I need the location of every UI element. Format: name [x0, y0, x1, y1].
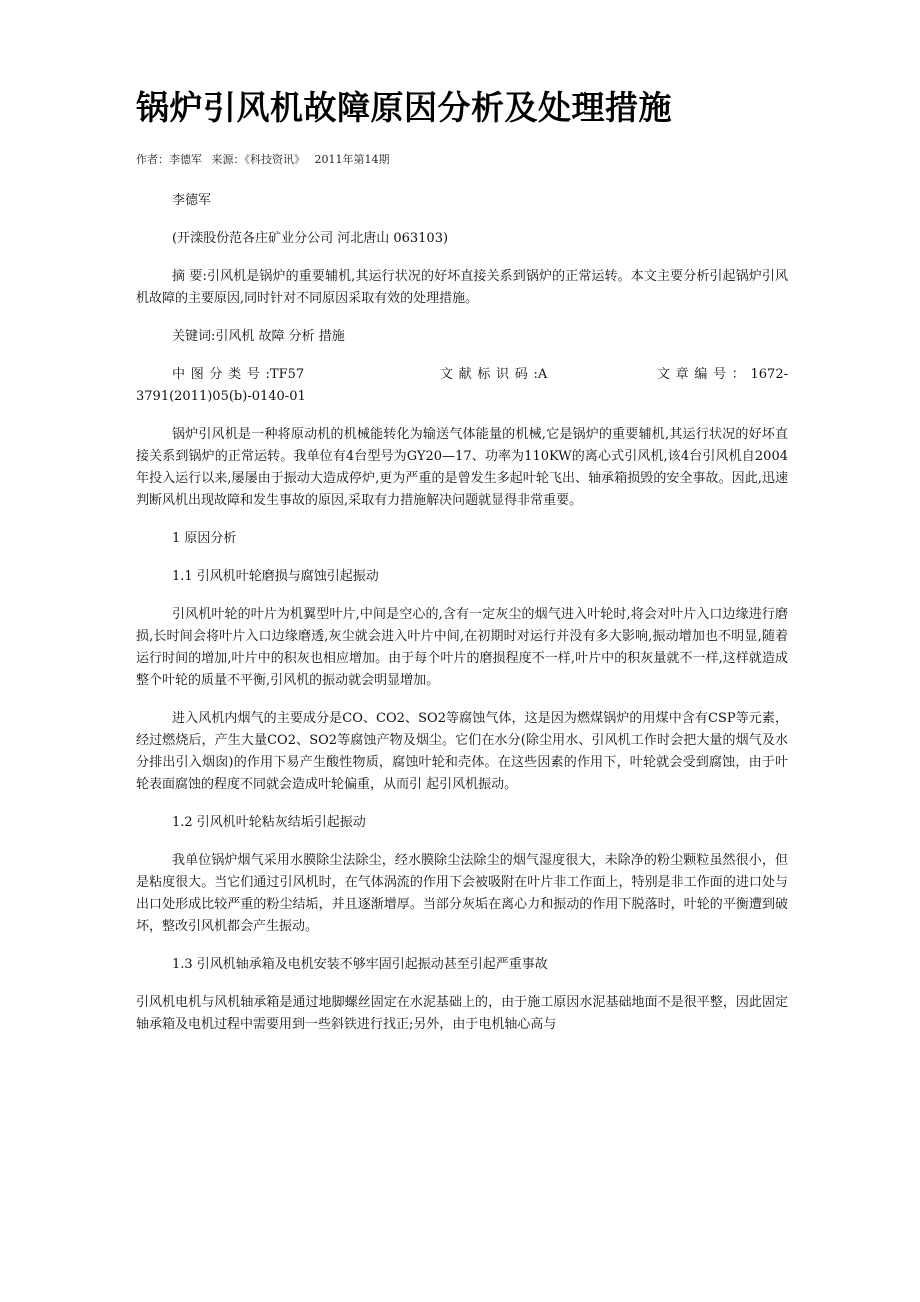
- article-body: [136, 190, 788, 1052]
- meta-author: 作者：李德军: [136, 153, 202, 166]
- subsection-heading: 1.2 引风机叶轮粘灰结垢引起振动: [172, 815, 366, 830]
- paragraph: 引风机电机与风机轴承箱是通过地脚螺丝固定在水泥基础上的，由于施工原因水泥基础地面不是很平整，因此固定轴承箱及电机过程中需要用到一些斜铁进行找正;另外，由于电机轴心高与: [136, 995, 788, 1032]
- subsection-heading: 1.1 引风机叶轮磨损与腐蚀引起振动: [172, 569, 379, 584]
- article-number: 文章编号：1672-3791(2011)05(b)-0140-01: [136, 367, 788, 404]
- document-code: 文献标识码:A: [434, 367, 548, 382]
- paragraph: 引风机叶轮的叶片为机翼型叶片,中间是空心的,含有一定灰尘的烟气进入叶轮时,将会对叶片入口边缘进行磨损,长时间会将叶片入口边缘磨透,灰尘就会进入叶片中间,在初期时对运行并没有多大影响,振动增加也不明显,随着运行时间的增加,叶片中的积灰也相应增加。由于每个叶片的磨损程度不一样,叶片中的积灰量就不一样,这样就造成整个叶轮的质量不平衡,引风机的振动就会明显增加。: [136, 607, 788, 688]
- affiliation: (开滦股份范各庄矿业分公司 河北唐山 063103): [172, 231, 449, 246]
- intro-paragraph: 锅炉引风机是一种将原动机的机械能转化为输送气体能量的机械,它是锅炉的重要辅机,其运行状况的好坏直接关系到锅炉的正常运转。我单位有4台型号为GY20—17、功率为110KW的离心式引风机,该4台引风机自2004年投入运行以来,屡屡由于振动大造成停炉,更为严重的是曾发生多起叶轮飞出、轴承箱损毁的安全事故。因此,迅速判断风机出现故障和发生事故的原因,采取有力措施解决问题就显得非常重要。: [136, 427, 788, 508]
- keywords: 关键词:引风机 故障 分析 措施: [172, 329, 345, 344]
- paragraph: 我单位锅炉烟气采用水膜除尘法除尘，经水膜除尘法除尘的烟气湿度很大，未除净的粉尘颗粒虽然很小，但是粘度很大。当它们通过引风机时，在气体涡流的作用下会被吸附在叶片非工作面上，特别是非工作面的进口处与出口处形成比较严重的粉尘结垢，并且逐渐增厚。当部分灰垢在离心力和振动的作用下脱落时，叶轮的平衡遭到破坏，整改引风机都会产生振动。: [136, 853, 788, 934]
- section-heading: 1 原因分析: [172, 531, 237, 546]
- meta-issue: 2011年第14期: [314, 153, 390, 166]
- article-title: 锅炉引风机故障原因分析及处理措施: [136, 88, 672, 127]
- classification-line: [136, 364, 788, 408]
- author-line: 李德军: [172, 193, 212, 208]
- subsection-heading: 1.3 引风机轴承箱及电机安装不够牢固引起振动甚至引起严重事故: [172, 957, 548, 972]
- paragraph: 进入风机内烟气的主要成分是CO、CO2、SO2等腐蚀气体，这是因为燃煤锅炉的用煤中含有CSP等元素，经过燃烧后，产生大量CO2、SO2等腐蚀产物及烟尘。它们在水分(除尘用水、引风机工作时会把大量的烟气及水分排出引入烟囱)的作用下易产生酸性物质，腐蚀叶轮和壳体。在这些因素的作用下，叶轮就会受到腐蚀，由于叶轮表面腐蚀的程度不同就会造成叶轮偏重，从而引 起引风机振动。: [136, 711, 788, 792]
- abstract: 摘 要:引风机是锅炉的重要辅机,其运行状况的好坏直接关系到锅炉的正常运转。本文主要分析引起锅炉引风机故障的主要原因,同时针对不同原因采取有效的处理措施。: [136, 269, 788, 306]
- clc-number: 中图分类号:TF57: [172, 367, 305, 382]
- meta-source: 来源：《科技资讯》: [211, 153, 305, 166]
- article-meta: [136, 152, 396, 168]
